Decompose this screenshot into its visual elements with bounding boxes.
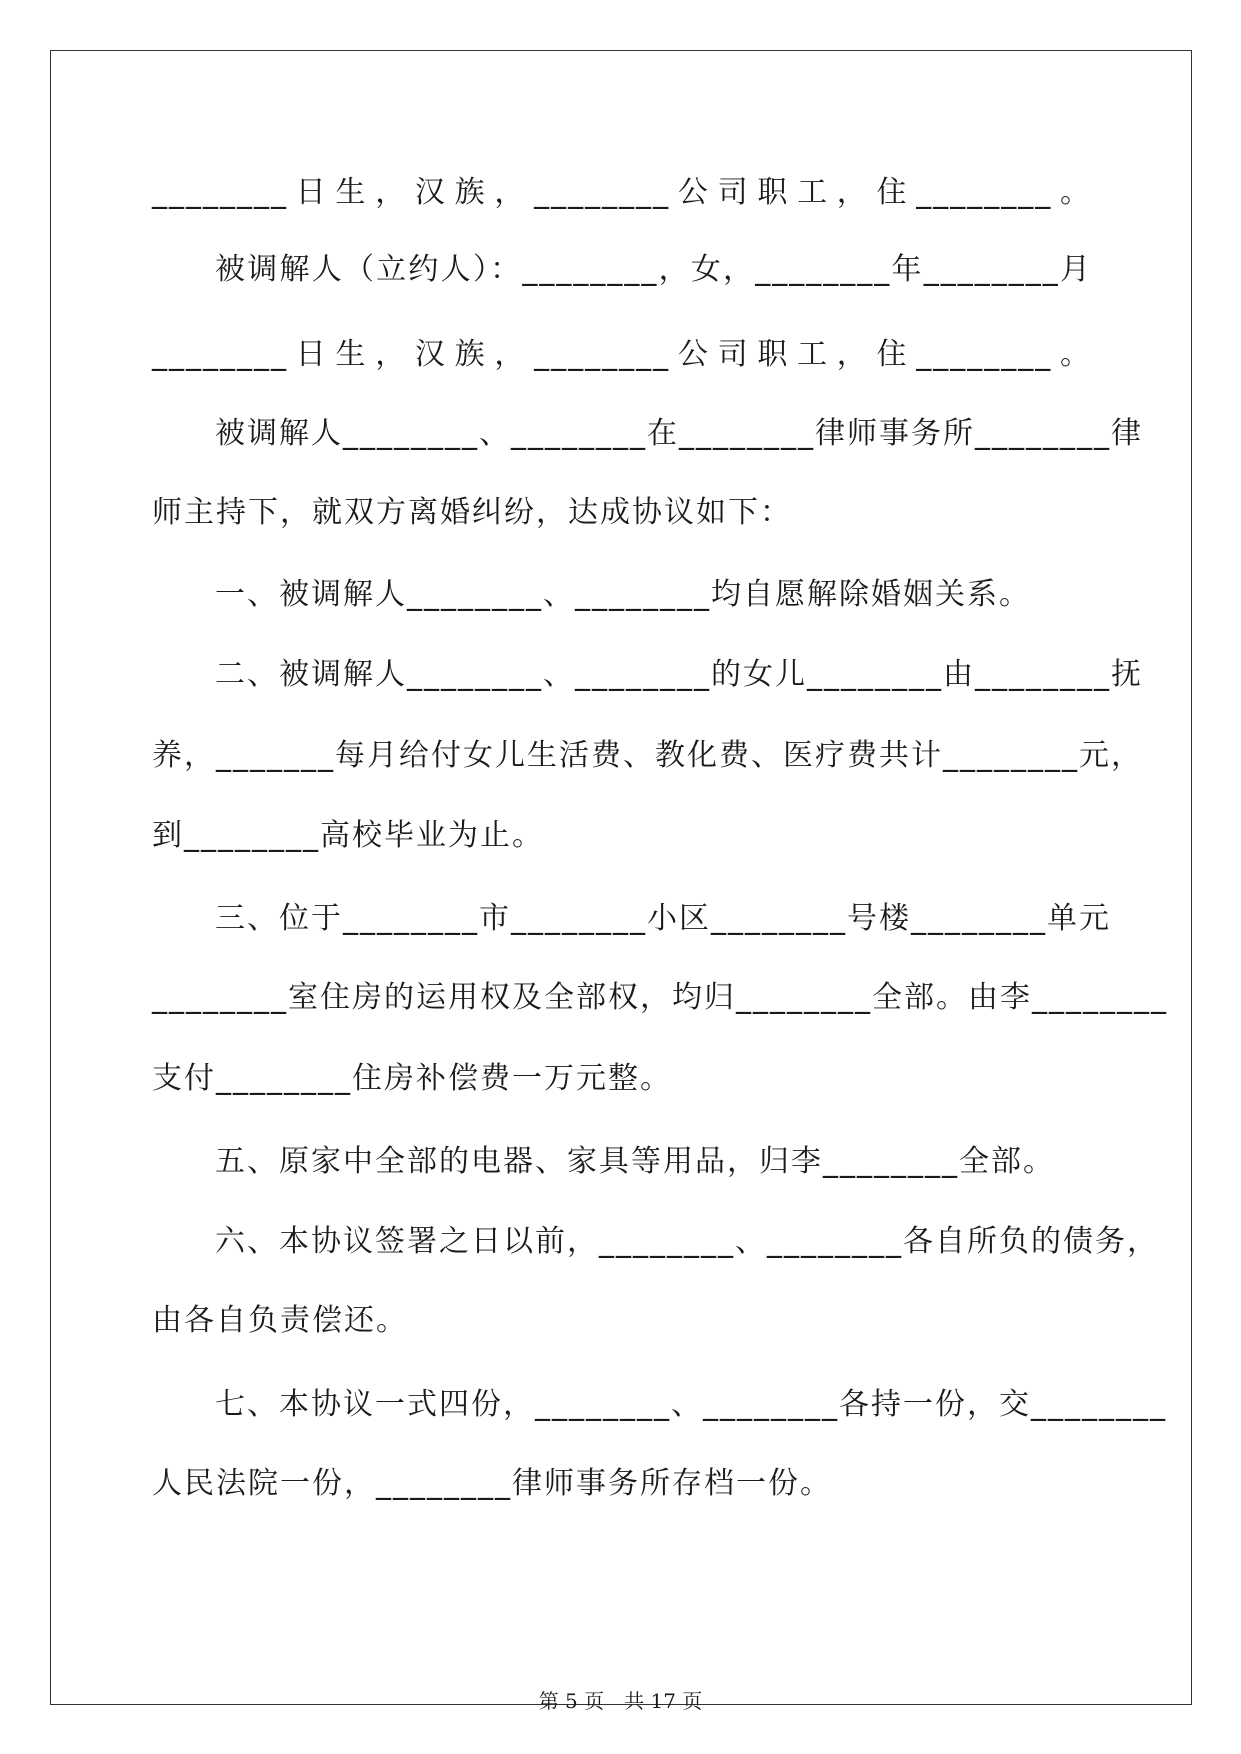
paragraph-line: ________日生，汉族，________公司职工，住________。 [152, 337, 1092, 372]
paragraph-line: 由各自负责偿还。 [152, 1303, 408, 1338]
paragraph-line: 支付________住房补偿费一万元整。 [152, 1061, 672, 1096]
paragraph-line: 七、本协议一式四份，________、________各持一份，交________ [215, 1387, 1167, 1422]
paragraph-line: 五、原家中全部的电器、家具等用品，归李________全部。 [215, 1144, 1055, 1179]
paragraph-line: 三、位于________市________小区________号楼________单元 [215, 901, 1111, 936]
paragraph-line: 人民法院一份，________律师事务所存档一份。 [152, 1466, 832, 1501]
paragraph-line: 二、被调解人________、________的女儿________由________抚 [215, 657, 1143, 692]
paragraph-line: 养，_______每月给付女儿生活费、教化费、医疗费共计________元， [152, 738, 1143, 773]
page-border [50, 50, 1192, 1705]
paragraph-line: ________日生，汉族，________公司职工，住________。 [152, 175, 1092, 210]
paragraph-line: 被调解人________、________在________律师事务所________律 [215, 416, 1143, 451]
paragraph-line: 到________高校毕业为止。 [152, 818, 544, 853]
paragraph-line: 被调解人（立约人）：________，女，________年________月 [215, 252, 1092, 287]
paragraph-line: 六、本协议签署之日以前，________、________各自所负的债务， [215, 1224, 1159, 1259]
paragraph-line: 师主持下，就双方离婚纠纷，达成协议如下： [152, 495, 792, 530]
paragraph-line: 一、被调解人________、________均自愿解除婚姻关系。 [215, 577, 1031, 612]
paragraph-line: ________室住房的运用权及全部权，均归________全部。由李________ [152, 980, 1168, 1015]
page-number: 第 5 页 共 17 页 [538, 1689, 703, 1713]
